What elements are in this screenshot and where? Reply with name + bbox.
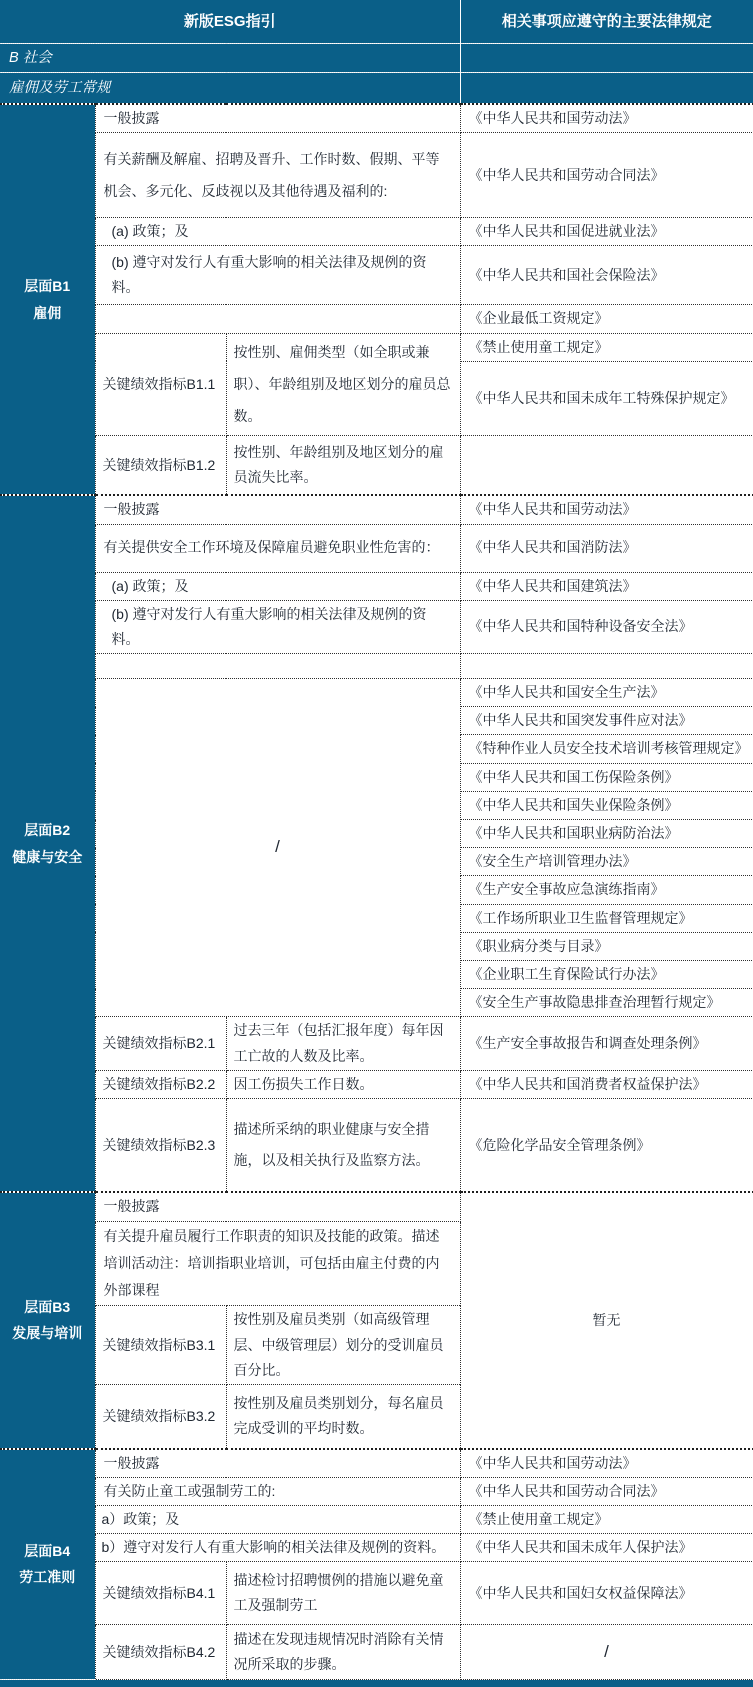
b2-kpi1-law-cell: 《生产安全事故报告和调查处理条例》 (460, 1017, 753, 1070)
b1-kpi1-label-cell: 关键绩效指标B1.1 (95, 333, 226, 435)
b2-item-b-row (0, 600, 753, 653)
b3-kpi2-label-cell: 关键绩效指标B3.2 (95, 1385, 226, 1449)
b4-item-a-row (0, 1505, 753, 1533)
b1-item-b-cell: (b) 遵守对发行人有重大影响的相关法律及规例的资料。 (95, 246, 460, 305)
b2-scope-cell: 有关提供安全工作环境及保障雇员避免职业性危害的： (95, 524, 460, 572)
b2-law-cell-8: 《生产安全事故应急演练指南》 (460, 876, 753, 904)
b2-item-b-cell: (b) 遵守对发行人有重大影响的相关法律及规例的资料。 (95, 600, 460, 653)
b2-empty-left-cell (95, 654, 460, 679)
b2-law-cell-5: 《中华人民共和国失业保险条例》 (460, 791, 753, 819)
b3-scope-cell: 有关提升雇员履行工作职责的知识及技能的政策。描述培训活动注：培训指职业培训，可包括由雇主付费的内外部课程 (95, 1221, 460, 1306)
b2-aspect-line2: 健康与安全 (12, 848, 83, 865)
b2-law-cell-11: 《企业职工生育保险试行办法》 (460, 960, 753, 988)
b2-kpi1-label-cell: 关键绩效指标B2.1 (95, 1017, 226, 1070)
b2-kpi3-label-cell: 关键绩效指标B2.3 (95, 1098, 226, 1192)
b4-kpi2-desc-cell: 描述在发现违规情况时消除有关情况所采取的步骤。 (226, 1625, 460, 1680)
b1-general-law-cell: 《中华人民共和国劳动法》 (460, 104, 753, 133)
b2-kpi3-desc-cell: 描述所采纳的职业健康与安全措施，以及相关执行及监察方法。 (226, 1098, 460, 1192)
b2-kpi3-law-cell: 《危险化学品安全管理条例》 (460, 1098, 753, 1192)
b4-kpi2-row (0, 1625, 753, 1680)
b1-item-a-law-cell: 《中华人民共和国促进就业法》 (460, 218, 753, 246)
b1-general-row (0, 104, 753, 133)
b3-kpi2-desc-cell: 按性别及雇员类别划分，每名雇员完成受训的平均时数。 (226, 1385, 460, 1449)
b3-kpi1-desc-cell: 按性别及雇员类别（如高级管理层、中级管理层）划分的受训雇员百分比。 (226, 1306, 460, 1385)
b4-kpi1-row (0, 1562, 753, 1625)
b1-item-a-cell: (a) 政策；及 (95, 218, 460, 246)
b2-law-cell-7: 《安全生产培训管理办法》 (460, 848, 753, 876)
b1-item-b-law-cell: 《中华人民共和国社会保险法》 (460, 246, 753, 305)
b1-kpi2-law-empty-cell (460, 435, 753, 495)
b1-kpi1-law1-cell: 《禁止使用童工规定》 (460, 333, 753, 361)
b4-kpi1-desc-cell: 描述检讨招聘惯例的措施以避免童工及强制劳工 (226, 1562, 460, 1625)
b2-law-cell-3: 《特种作业人员安全技术培训考核管理规定》 (460, 735, 753, 763)
b4-general-disclosure-cell: 一般披露 (95, 1449, 460, 1478)
b2-item-a-law-cell: 《中华人民共和国建筑法》 (460, 572, 753, 600)
b2-law-cell-2: 《中华人民共和国突发事件应对法》 (460, 707, 753, 735)
b4-kpi1-law-cell: 《中华人民共和国妇女权益保障法》 (460, 1562, 753, 1625)
b1-kpi1-desc-cell: 按性别、雇佣类型（如全职或兼职）、年龄组别及地区划分的雇员总数。 (226, 333, 460, 435)
b2-item-a-row (0, 572, 753, 600)
b1-kpi2-row (0, 435, 753, 495)
b2-kpi3-row (0, 1098, 753, 1192)
b1-extra-law-row (0, 305, 753, 333)
group-employment-empty-cell (460, 72, 753, 104)
b3-law-placeholder-cell: 暂无 (460, 1192, 753, 1448)
b3-aspect-line2: 发展与培训 (12, 1325, 83, 1342)
b3-general-row (0, 1192, 753, 1221)
b4-aspect-line1: 层面B4 (24, 1542, 71, 1559)
group-row-social (0, 43, 753, 72)
b1-scope-row (0, 133, 753, 218)
b3-aspect-cell (0, 1192, 95, 1448)
b3-aspect-line1: 层面B3 (24, 1298, 71, 1315)
b2-scope-law-cell: 《中华人民共和国消防法》 (460, 524, 753, 572)
b2-law-cell-9: 《工作场所职业卫生监督管理规定》 (460, 904, 753, 932)
b4-scope-row (0, 1477, 753, 1505)
b4-scope-law-cell: 《中华人民共和国劳动合同法》 (460, 1477, 753, 1505)
b1-aspect-cell (0, 104, 95, 495)
bottom-bar (0, 1680, 753, 1687)
b1-empty-cell (95, 305, 460, 333)
b1-extra-law-cell: 《企业最低工资规定》 (460, 305, 753, 333)
b1-scope-law-cell: 《中华人民共和国劳动合同法》 (460, 133, 753, 218)
b4-scope-cell: 有关防止童工或强制劳工的: (95, 1477, 460, 1505)
b3-kpi1-label-cell: 关键绩效指标B3.1 (95, 1306, 226, 1385)
b2-slash-cell: / (95, 679, 460, 1017)
b2-kpi1-desc-cell: 过去三年（包括汇报年度）每年因工亡故的人数及比率。 (226, 1017, 460, 1070)
b3-general-disclosure-cell: 一般披露 (95, 1192, 460, 1221)
b4-item-a-cell: a）政策；及 (95, 1505, 460, 1533)
b2-law-cell-1: 《中华人民共和国安全生产法》 (460, 679, 753, 707)
b4-general-law-cell: 《中华人民共和国劳动法》 (460, 1449, 753, 1478)
b2-kpi2-desc-cell: 因工伤损失工作日数。 (226, 1070, 460, 1098)
b4-kpi2-slash-cell: / (460, 1625, 753, 1680)
b4-kpi1-label-cell: 关键绩效指标B4.1 (95, 1562, 226, 1625)
header-right-cell: 相关事项应遵守的主要法律规定 (460, 0, 753, 43)
b2-law-cell-4: 《中华人民共和国工伤保险条例》 (460, 763, 753, 791)
b4-kpi2-label-cell: 关键绩效指标B4.2 (95, 1625, 226, 1680)
b2-general-disclosure-cell: 一般披露 (95, 495, 460, 524)
b2-kpi2-row (0, 1070, 753, 1098)
b1-kpi2-desc-cell: 按性别、年龄组别及地区划分的雇员流失比率。 (226, 435, 460, 495)
b2-empty-law-cell (460, 654, 753, 679)
group-label-social: B 社会 (0, 43, 460, 72)
b2-empty-row (0, 654, 753, 679)
b2-item-a-cell: (a) 政策；及 (95, 572, 460, 600)
b1-item-a-row (0, 218, 753, 246)
b1-kpi2-label-cell: 关键绩效指标B1.2 (95, 435, 226, 495)
b2-law-cell-12: 《安全生产事故隐患排查治理暂行规定》 (460, 989, 753, 1017)
b1-item-b-row (0, 246, 753, 305)
b1-kpi1-law2-cell: 《中华人民共和国未成年工特殊保护规定》 (460, 361, 753, 435)
b4-item-a-law-cell: 《禁止使用童工规定》 (460, 1505, 753, 1533)
b1-general-disclosure-cell: 一般披露 (95, 104, 460, 133)
b2-kpi1-row (0, 1017, 753, 1070)
b2-aspect-line1: 层面B2 (24, 822, 71, 839)
b2-kpi2-label-cell: 关键绩效指标B2.2 (95, 1070, 226, 1098)
b4-item-b-row (0, 1534, 753, 1562)
group-label-employment-practices: 雇佣及劳工常规 (0, 72, 460, 104)
b2-law-cell-6: 《中华人民共和国职业病防治法》 (460, 820, 753, 848)
b2-general-law-cell: 《中华人民共和国劳动法》 (460, 495, 753, 524)
header-left-cell: 新版ESG指引 (0, 0, 460, 43)
group-row-employment-practices (0, 72, 753, 104)
b2-item-b-law-cell: 《中华人民共和国特种设备安全法》 (460, 600, 753, 653)
b4-aspect-line2: 劳工准则 (19, 1569, 76, 1586)
b4-general-row (0, 1449, 753, 1478)
b4-aspect-cell (0, 1449, 95, 1680)
b1-aspect-line1: 层面B1 (24, 278, 71, 295)
b1-scope-cell: 有关薪酬及解雇、招聘及晋升、工作时数、假期、平等机会、多元化、反歧视以及其他待遇及福利的: (95, 133, 460, 218)
b2-general-row (0, 495, 753, 524)
table-header-row (0, 0, 753, 43)
b4-item-b-cell: b）遵守对发行人有重大影响的相关法律及规例的资料。 (95, 1534, 460, 1562)
group-social-empty-cell (460, 43, 753, 72)
b1-aspect-line2: 雇佣 (33, 304, 62, 321)
b2-scope-row (0, 524, 753, 572)
b2-aspect-cell (0, 495, 95, 1192)
b2-law-cell-10: 《职业病分类与目录》 (460, 932, 753, 960)
b2-kpi2-law-cell: 《中华人民共和国消费者权益保护法》 (460, 1070, 753, 1098)
b2-laws-row-1 (0, 679, 753, 707)
b1-kpi1-row (0, 333, 753, 361)
b4-item-b-law-cell: 《中华人民共和国未成年人保护法》 (460, 1534, 753, 1562)
